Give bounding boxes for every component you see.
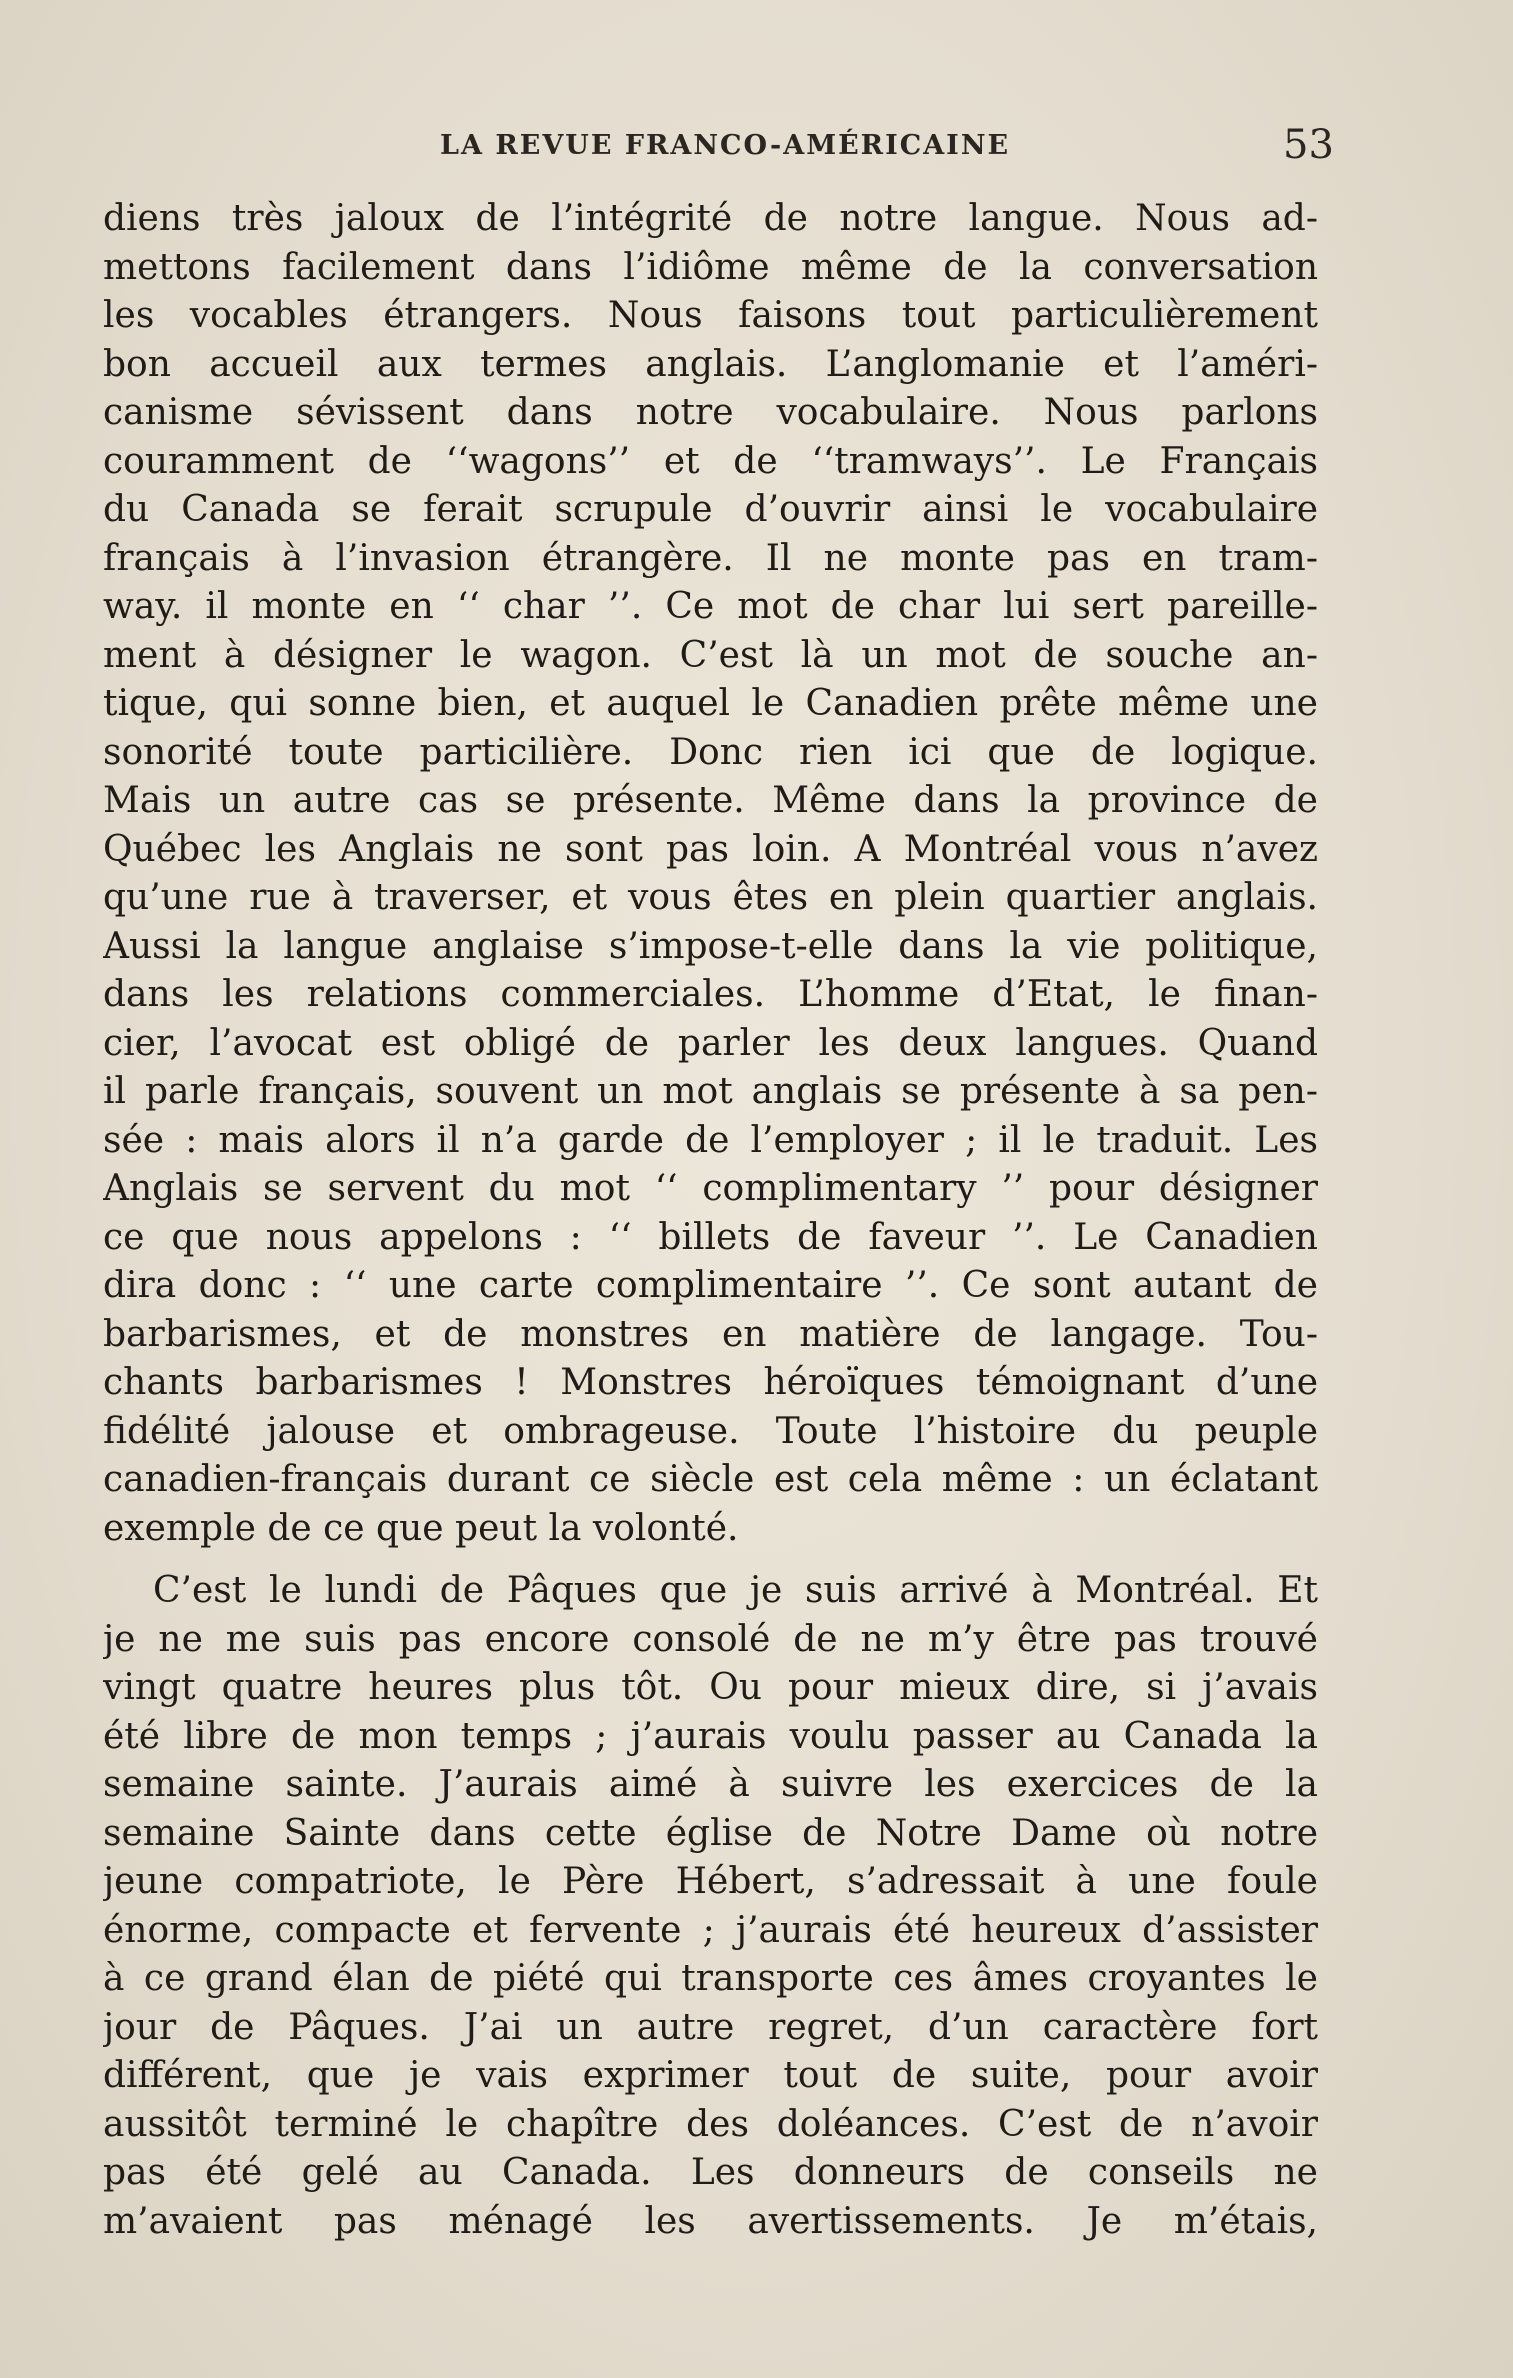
text-line: jour de Pâques. J’ai un autre regret, d’un caractère fort	[103, 2006, 1318, 2048]
text-line: exemple de ce que peut la volonté.	[103, 1507, 739, 1549]
running-head	[0, 120, 1513, 170]
journal-title: LA REVUE FRANCO-AMÉRICAINE	[440, 130, 1011, 161]
text-line: énorme, compacte et fervente ; j’aurais été heureux d’assister	[103, 1909, 1318, 1951]
text-line: canadien-français durant ce siècle est cela même : un éclatant	[103, 1459, 1318, 1500]
page-number: 53	[1283, 122, 1334, 168]
text-line: qu’une rue à traverser, et vous êtes en plein quartier anglais.	[103, 877, 1318, 918]
text-line: Aussi la langue anglaise s’impose-t-elle dans la vie politique,	[103, 925, 1318, 967]
text-line: barbarismes, et de monstres en matière de langage. Tou-	[103, 1313, 1318, 1355]
text-line: mettons facilement dans l’idiôme même de la conversation	[103, 246, 1318, 288]
text-line: fidélité jalouse et ombrageuse. Toute l’histoire du peuple	[103, 1410, 1318, 1452]
text-line: diens très jaloux de l’intégrité de notre langue. Nous ad-	[103, 198, 1318, 239]
text-line: les vocables étrangers. Nous faisons tout particulièrement	[103, 295, 1318, 336]
text-line: ce que nous appelons : ‘‘ billets de faveur ’’. Le Canadien	[103, 1216, 1318, 1258]
text-line: il parle français, souvent un mot anglais se présente à sa pen-	[103, 1071, 1318, 1112]
text-line: à ce grand élan de piété qui transporte ces âmes croyantes le	[103, 1958, 1318, 1999]
text-line: semaine Sainte dans cette église de Notre Dame où notre	[103, 1812, 1318, 1854]
text-line: m’avaient pas ménagé les avertissements. Je m’étais,	[103, 2200, 1318, 2242]
text-line: aussitôt terminé le chapître des doléances. C’est de n’avoir	[103, 2103, 1318, 2145]
paragraph-2	[103, 1567, 1318, 2246]
text-line: je ne me suis pas encore consolé de ne m’y être pas trouvé	[103, 1618, 1318, 1660]
text-line: Québec les Anglais ne sont pas loin. A Montréal vous n’avez	[103, 828, 1318, 870]
paragraph-gap	[103, 1553, 1318, 1567]
text-line: chants barbarismes ! Monstres héroïques témoignant d’une	[103, 1362, 1318, 1403]
text-line: sonorité toute particilière. Donc rien ici que de logique.	[103, 731, 1318, 773]
text-line: dans les relations commerciales. L’homme d’Etat, le finan-	[103, 974, 1318, 1015]
text-line: dira donc : ‘‘ une carte complimentaire ’’. Ce sont autant de	[103, 1265, 1318, 1306]
text-line: cier, l’avocat est obligé de parler les deux langues. Quand	[103, 1022, 1318, 1064]
text-line: couramment de ‘‘wagons’’ et de ‘‘tramways’’. Le Français	[103, 440, 1318, 482]
text-line: français à l’invasion étrangère. Il ne monte pas en tram-	[103, 537, 1318, 579]
text-line: différent, que je vais exprimer tout de suite, pour avoir	[103, 2055, 1318, 2096]
text-line: bon accueil aux termes anglais. L’anglomanie et l’améri-	[103, 343, 1318, 385]
text-line: ment à désigner le wagon. C’est là un mot de souche an-	[103, 634, 1318, 676]
text-line: Anglais se servent du mot ‘‘ complimentary ’’ pour désigner	[103, 1168, 1318, 1209]
text-line: semaine sainte. J’aurais aimé à suivre les exercices de la	[103, 1764, 1318, 1805]
text-line: Mais un autre cas se présente. Même dans la province de	[103, 780, 1318, 821]
text-line: du Canada se ferait scrupule d’ouvrir ainsi le vocabulaire	[103, 489, 1318, 530]
text-line: sée : mais alors il n’a garde de l’employer ; il le traduit. Les	[103, 1119, 1318, 1161]
text-line: C’est le lundi de Pâques que je suis arrivé à Montréal. Et	[153, 1570, 1318, 1611]
text-line: canisme sévissent dans notre vocabulaire. Nous parlons	[103, 392, 1318, 433]
text-line: pas été gelé au Canada. Les donneurs de conseils ne	[103, 2152, 1318, 2193]
text-line: tique, qui sonne bien, et auquel le Canadien prête même une	[103, 683, 1318, 724]
paragraph-1	[103, 195, 1318, 1553]
text-line: été libre de mon temps ; j’aurais voulu passer au Canada la	[103, 1715, 1318, 1757]
text-line: vingt quatre heures plus tôt. Ou pour mieux dire, si j’avais	[103, 1667, 1318, 1708]
body-text	[103, 195, 1318, 2246]
text-line: way. il monte en ‘‘ char ’’. Ce mot de char lui sert pareille-	[103, 586, 1318, 627]
text-line: jeune compatriote, le Père Hébert, s’adressait à une foule	[103, 1861, 1318, 1902]
